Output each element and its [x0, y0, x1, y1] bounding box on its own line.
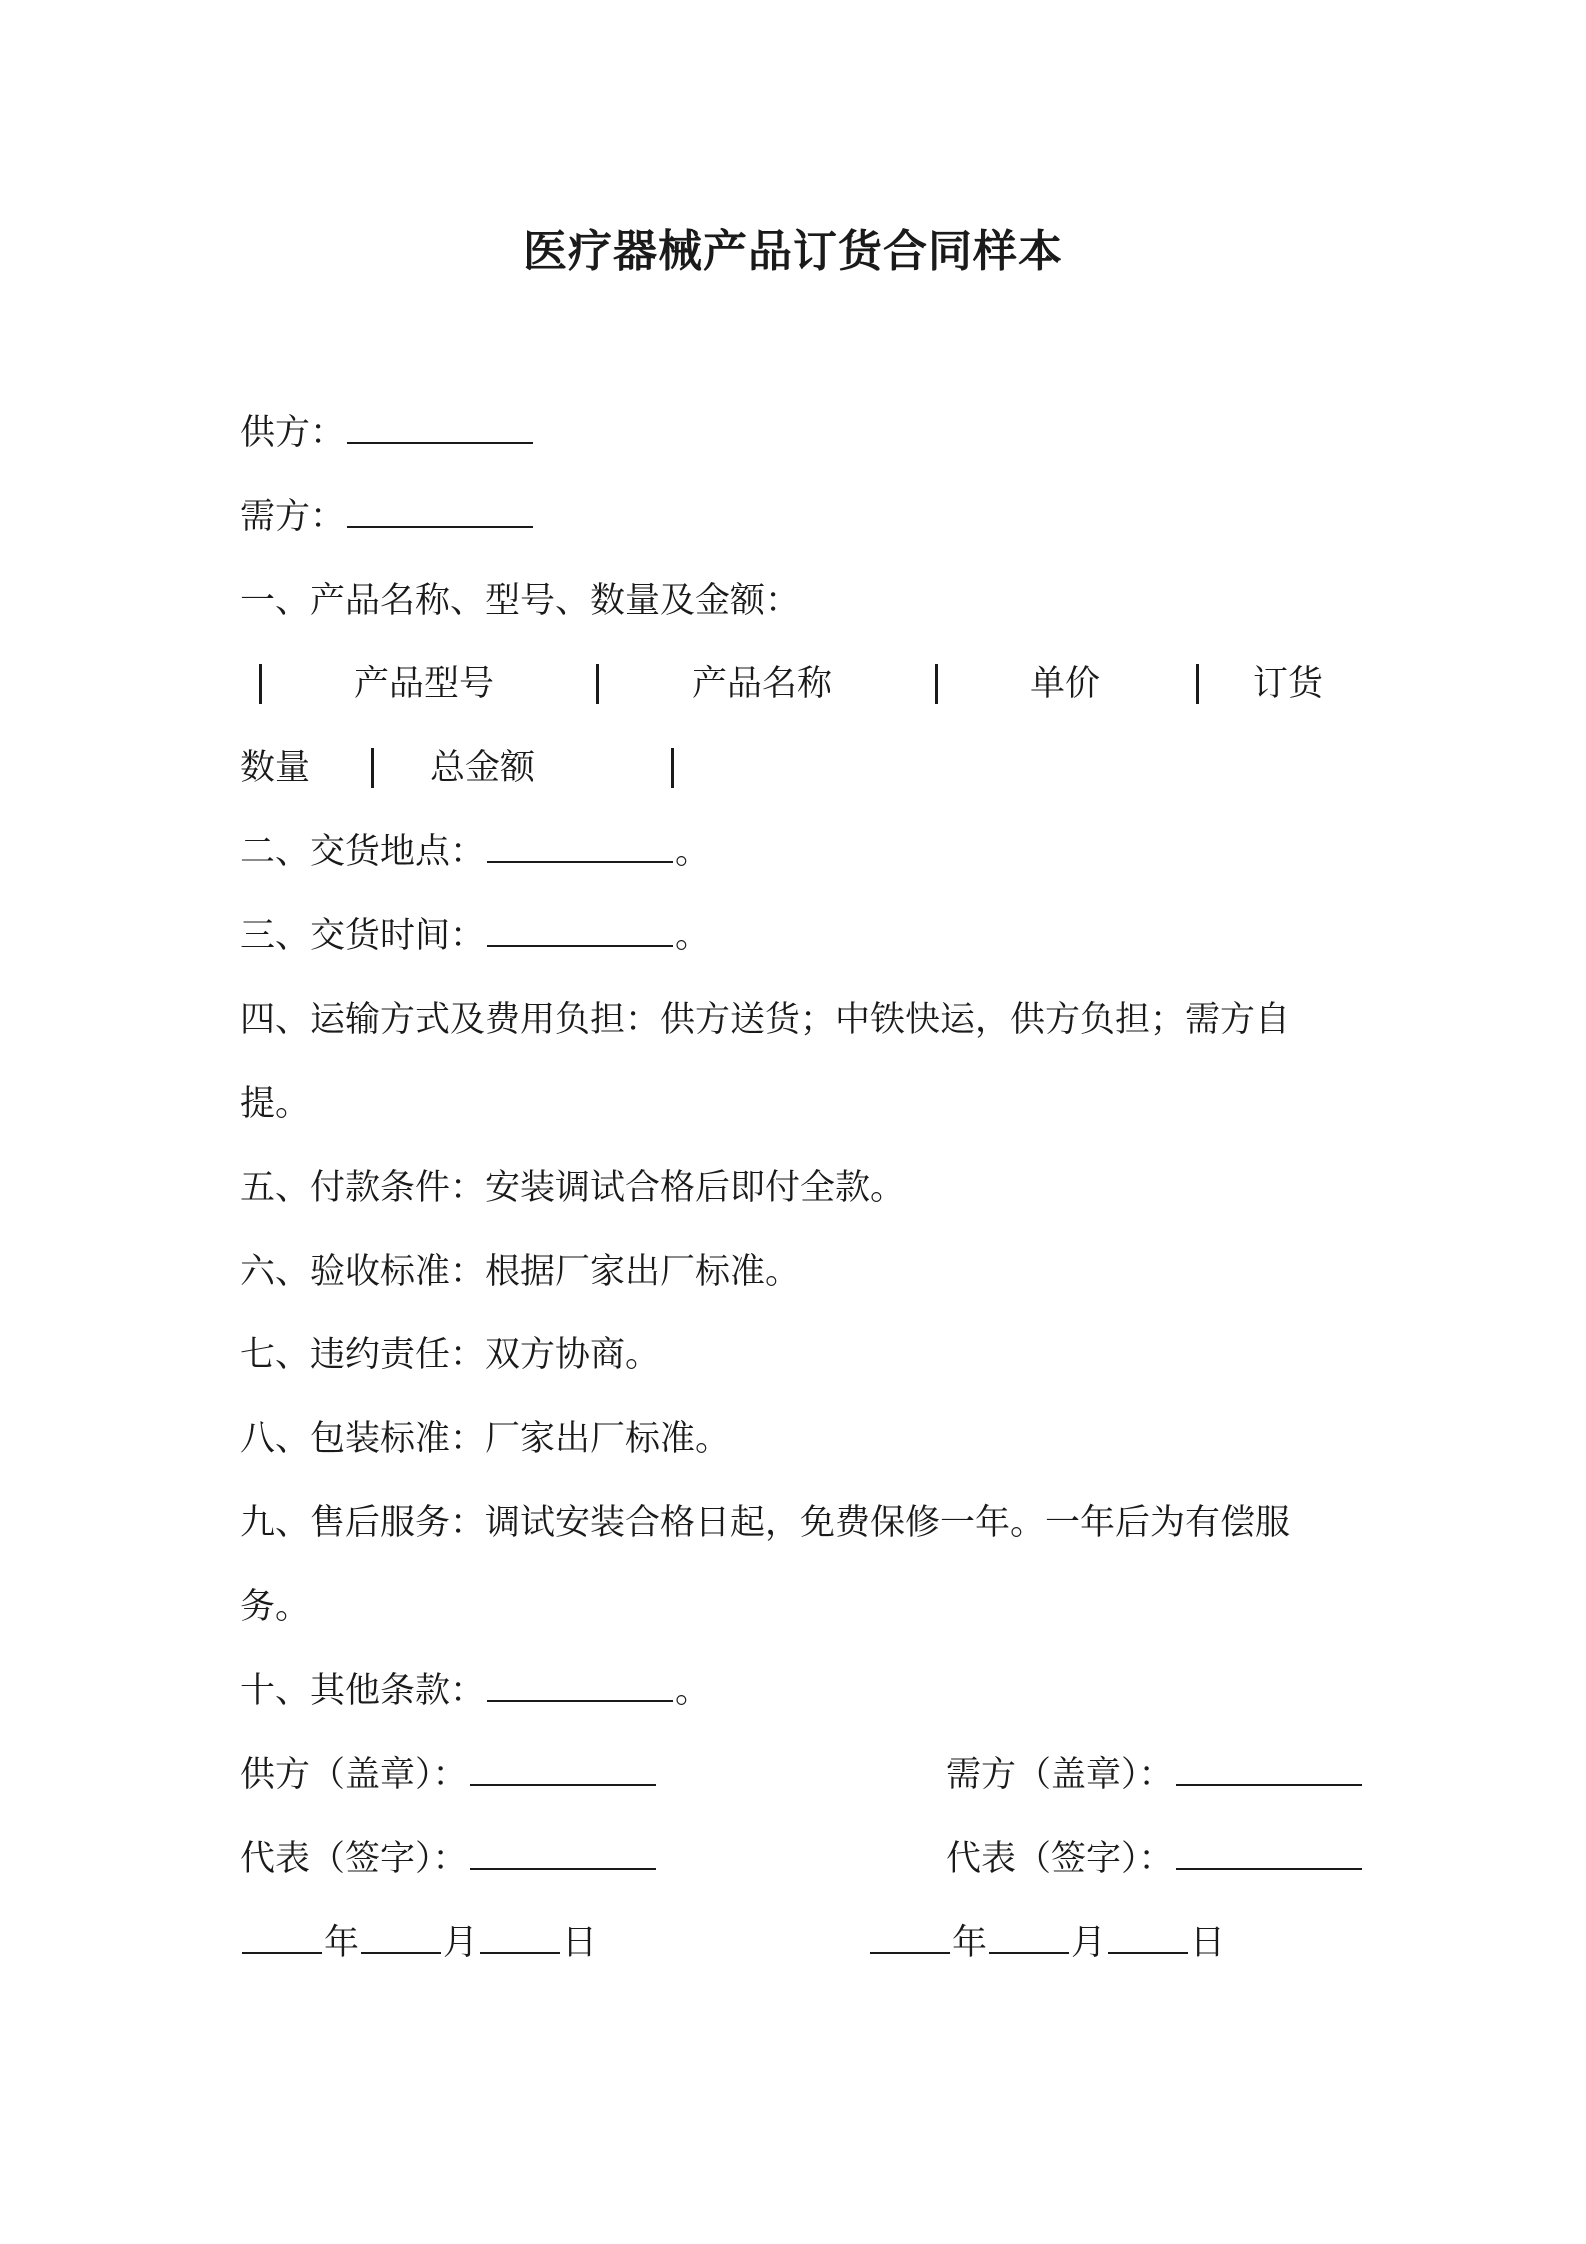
- section-2: [240, 829, 710, 875]
- section-10-label: 十、其他条款：: [240, 1671, 486, 1711]
- year-blank: [870, 1924, 950, 1954]
- month-label: 月: [1071, 1923, 1107, 1963]
- section-7: 七、违约责任：双方协商。: [240, 1335, 661, 1375]
- delivery-place-blank: [487, 833, 673, 863]
- supplier-date-line: [240, 1920, 597, 1966]
- period: 。: [675, 916, 711, 956]
- section-2-label: 二、交货地点：: [240, 832, 486, 872]
- buyer-seal-line: [946, 1752, 1364, 1798]
- period: 。: [675, 1671, 711, 1711]
- section-3: [240, 913, 710, 959]
- section-5: 五、付款条件：安装调试合格后即付全款。: [240, 1168, 906, 1208]
- buyer-rep-line: [946, 1836, 1364, 1882]
- section-9-line-2: 务。: [240, 1587, 311, 1627]
- section-6: 六、验收标准：根据厂家出厂标准。: [240, 1252, 801, 1292]
- buyer-blank: [347, 498, 533, 528]
- section-4-line-1: 四、运输方式及费用负担：供方送货；中铁快运，供方负担；需方自: [240, 1000, 1291, 1040]
- supplier-blank: [347, 414, 533, 444]
- header-order: 订货: [1253, 664, 1324, 704]
- page-title: 医疗器械产品订货合同样本: [523, 226, 1063, 277]
- buyer-seal-blank: [1176, 1756, 1362, 1786]
- delivery-time-blank: [487, 917, 673, 947]
- section-9-line-1: 九、售后服务：调试安装合格日起，免费保修一年。一年后为有偿服: [240, 1503, 1291, 1543]
- table-divider: [596, 664, 599, 704]
- product-table-header: [0, 661, 1586, 707]
- header-name: 产品名称: [692, 664, 833, 704]
- year-label: 年: [324, 1923, 360, 1963]
- supplier-rep-blank: [470, 1840, 656, 1870]
- section-4-line-2: 提。: [240, 1084, 311, 1124]
- table-divider: [371, 748, 374, 788]
- other-terms-blank: [487, 1672, 673, 1702]
- section-10: [240, 1668, 710, 1714]
- buyer-date-line: [868, 1920, 1225, 1966]
- day-label: 日: [562, 1923, 598, 1963]
- supplier-label: 供方：: [240, 413, 346, 453]
- supplier-rep-line: [240, 1836, 658, 1882]
- section-3-label: 三、交货时间：: [240, 916, 486, 956]
- supplier-line: [240, 410, 535, 456]
- buyer-line: [240, 494, 535, 540]
- buyer-label: 需方：: [240, 497, 346, 537]
- section-8: 八、包装标准：厂家出厂标准。: [240, 1419, 731, 1459]
- header-model: 产品型号: [354, 664, 495, 704]
- table-divider: [935, 664, 938, 704]
- buyer-rep-label: 代表（签字）：: [946, 1839, 1174, 1879]
- day-blank: [1108, 1924, 1188, 1954]
- period: 。: [675, 832, 711, 872]
- day-label: 日: [1190, 1923, 1226, 1963]
- header-quantity: 数量: [240, 748, 311, 788]
- product-table-header-cont: [0, 745, 1586, 791]
- table-divider: [1196, 664, 1199, 704]
- day-blank: [480, 1924, 560, 1954]
- header-unit-price: 单价: [1030, 664, 1101, 704]
- header-total: 总金额: [430, 748, 536, 788]
- supplier-seal-label: 供方（盖章）：: [240, 1755, 468, 1795]
- year-label: 年: [952, 1923, 988, 1963]
- table-divider: [671, 748, 674, 788]
- buyer-seal-label: 需方（盖章）：: [946, 1755, 1174, 1795]
- supplier-seal-line: [240, 1752, 658, 1798]
- buyer-rep-blank: [1176, 1840, 1362, 1870]
- year-blank: [242, 1924, 322, 1954]
- month-blank: [989, 1924, 1069, 1954]
- month-label: 月: [443, 1923, 479, 1963]
- table-divider: [259, 664, 262, 704]
- month-blank: [361, 1924, 441, 1954]
- section-1-heading: 一、产品名称、型号、数量及金额：: [240, 581, 801, 621]
- supplier-seal-blank: [470, 1756, 656, 1786]
- supplier-rep-label: 代表（签字）：: [240, 1839, 468, 1879]
